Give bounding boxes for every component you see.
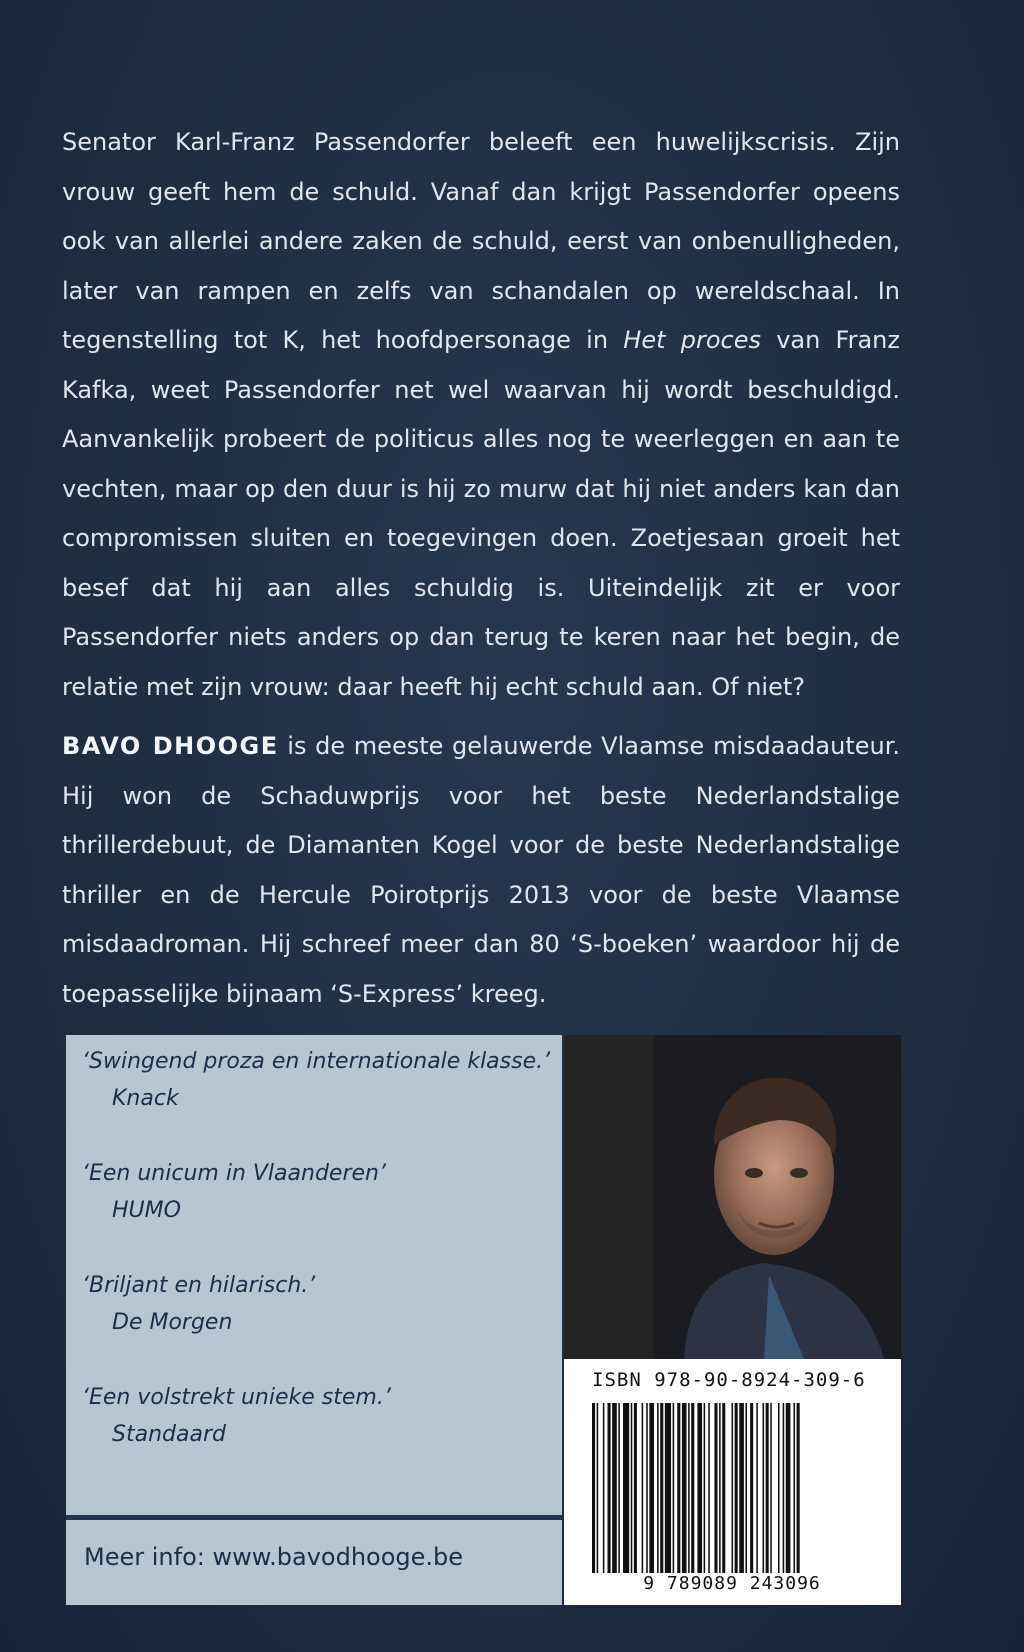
review-quote — [82, 1047, 550, 1114]
barcode-bar — [750, 1403, 753, 1585]
barcode-bar — [673, 1403, 675, 1585]
barcode-bar — [786, 1403, 791, 1585]
isbn-barcode-block — [564, 1359, 901, 1605]
barcode-bar — [646, 1403, 648, 1585]
barcode-bar — [766, 1403, 769, 1585]
review-quotes-panel — [66, 1035, 562, 1605]
more-info-link[interactable]: Meer info: www.bavodhooge.be — [84, 1543, 464, 1571]
barcode-bar — [745, 1403, 747, 1585]
barcode-bar — [660, 1403, 663, 1585]
quote-text: ‘Een volstrekt unieke stem.’ — [82, 1385, 391, 1410]
barcode-bar — [794, 1403, 796, 1585]
quote-source: Standaard — [112, 1422, 226, 1447]
quote-source: Knack — [112, 1086, 179, 1111]
quote-text: ‘Een unicum in Vlaanderen’ — [82, 1161, 386, 1186]
barcode-bar — [597, 1403, 599, 1585]
barcode-bar — [677, 1403, 680, 1585]
barcode-bar — [704, 1403, 706, 1585]
barcode — [592, 1403, 872, 1585]
barcode-bar — [592, 1403, 595, 1585]
synopsis-part-2: van Franz Kafka, weet Passendorfer net wel waarvan hij wordt beschuldigd. Aanvankelijk probeert de politicus alles nog te weerleggen en aan te vechten, maar op den duur is hij zo murw dat hij niet anders kan dan compromissen sluiten en toegevingen doen. Zoetjesaan groeit het besef dat hij aan alles schuldig is. Uiteindelijk zit er voor Passendorfer niets anders op dan terug te keren naar het begin, de relatie met zijn vrouw: daar heeft hij echt schuld aan. Of niet? — [62, 326, 900, 701]
barcode-bar — [719, 1403, 721, 1585]
barcode-digits: 9 789089 243096 — [592, 1573, 872, 1594]
barcode-bar — [697, 1403, 702, 1585]
barcode-bar — [608, 1403, 611, 1585]
barcode-bar — [778, 1403, 780, 1585]
quote-text: ‘Swingend proza en internationale klasse.’ — [82, 1049, 551, 1074]
barcode-bar — [623, 1403, 629, 1585]
isbn-label: ISBN 978-90-8924-309-6 — [592, 1369, 866, 1391]
barcode-bar — [649, 1403, 654, 1585]
author-bio: is de meeste gelauwerde Vlaamse misdaadauteur. Hij won de Schaduwprijs voor het beste Nederlandstalige thrillerdebuut, de Diamanten Kogel voor de beste Nederlandstalige thriller en de Hercule Poirotprijs 2013 voor de beste Vlaamse misdaadroman. Hij schreef meer dan 80 ‘S-boeken’ waardoor hij de toepasselijke bijnaam ‘S-Express’ kreeg. — [62, 732, 901, 1008]
barcode-bar — [763, 1403, 765, 1585]
barcode-bar — [714, 1403, 717, 1585]
quote-source: De Morgen — [112, 1310, 233, 1335]
author-photo — [564, 1035, 901, 1359]
barcode-bar — [634, 1403, 637, 1585]
review-quote — [82, 1271, 315, 1338]
barcode-bar — [682, 1403, 687, 1585]
synopsis-paragraph — [62, 118, 900, 712]
barcode-bar — [603, 1403, 605, 1585]
barcode-bar — [797, 1403, 800, 1585]
barcode-bar — [722, 1403, 725, 1585]
quote-text: ‘Briljant en hilarisch.’ — [82, 1273, 316, 1298]
referenced-book-title: Het proces — [623, 326, 761, 354]
review-quote — [82, 1383, 391, 1450]
barcode-bar — [691, 1403, 694, 1585]
barcode-bar — [708, 1403, 710, 1585]
barcode-bar — [618, 1403, 620, 1585]
author-name: BAVO DHOOGE — [62, 732, 279, 760]
barcode-bar — [612, 1403, 617, 1585]
barcode-bar — [657, 1403, 659, 1585]
barcode-bar — [665, 1403, 671, 1585]
review-quote — [82, 1159, 386, 1226]
blurb-text — [62, 118, 900, 1019]
panel-divider — [66, 1515, 562, 1520]
barcode-bar — [783, 1403, 785, 1585]
barcode-bar — [739, 1403, 744, 1585]
barcode-bar — [735, 1403, 738, 1585]
synopsis-part-1: Senator Karl-Franz Passendorfer beleeft een huwelijkscrisis. Zijn vrouw geeft hem de schuld. Vanaf dan krijgt Passendorfer opeens ook van allerlei andere zaken de schuld, eerst van onbenulligheden, later van rampen en zelfs van schandalen op wereldschaal. In tegenstelling tot K, het hoofdpersonage in — [62, 128, 900, 354]
barcode-bar — [688, 1403, 690, 1585]
barcode-bar — [642, 1403, 644, 1585]
author-portrait-illustration — [564, 1035, 901, 1359]
quote-source: HUMO — [112, 1198, 181, 1223]
author-bio-paragraph — [62, 722, 900, 1019]
barcode-bar — [770, 1403, 772, 1585]
barcode-bar — [631, 1403, 633, 1585]
barcode-bar — [732, 1403, 734, 1585]
barcode-bar — [756, 1403, 758, 1585]
